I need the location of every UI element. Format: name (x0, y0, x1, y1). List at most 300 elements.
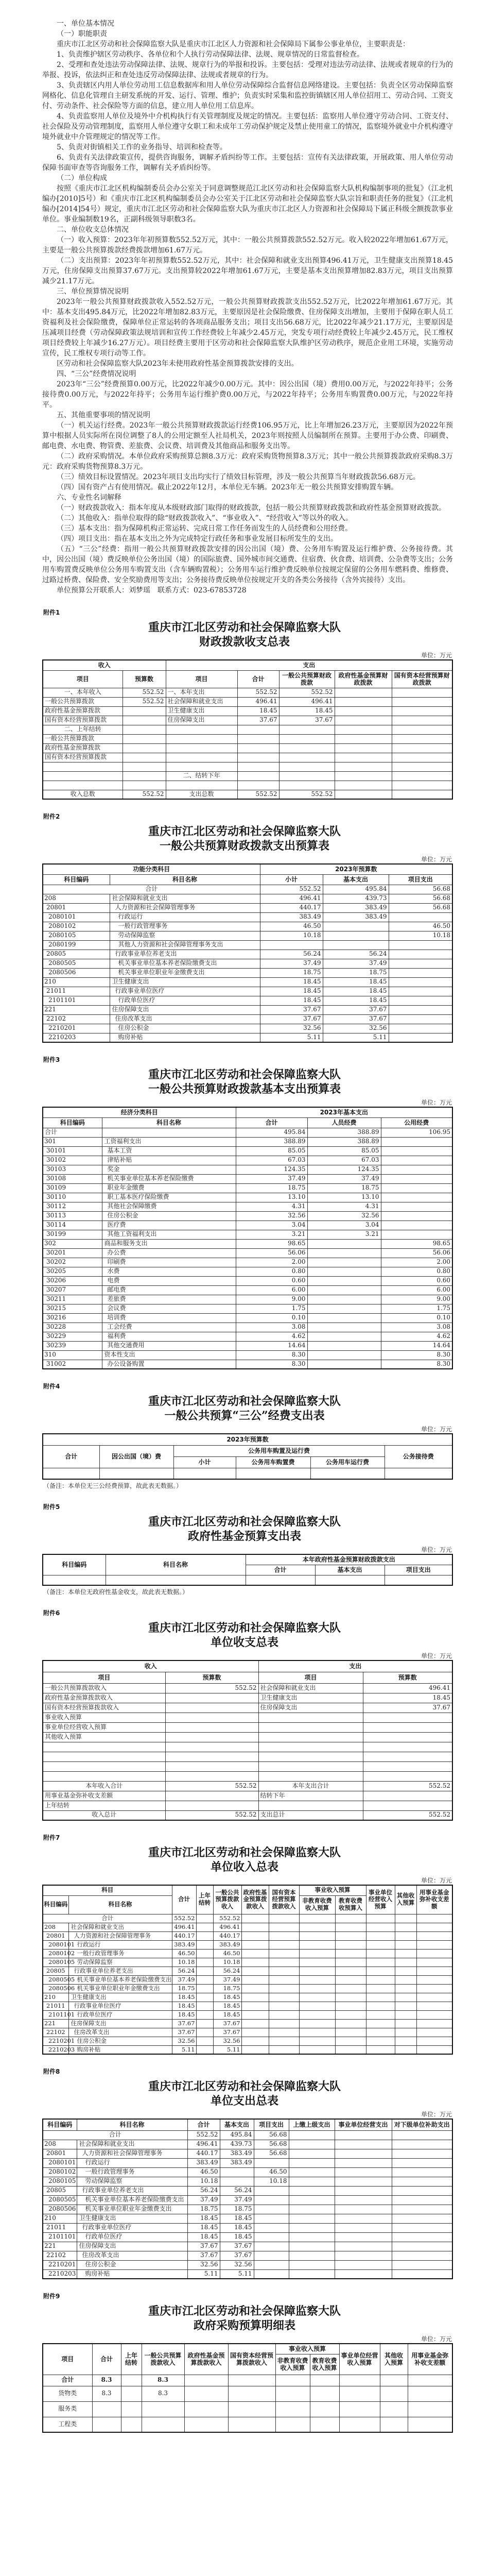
table-cell (416, 1923, 452, 1931)
table-cell (220, 2177, 254, 2186)
table-cell (416, 2019, 452, 2028)
table-row (43, 2140, 452, 2149)
header-cell: 上年结转 (121, 2344, 142, 2375)
table-cell: 电费 (102, 1276, 236, 1285)
table-cell (269, 2045, 299, 2054)
table-cell: 98.65 (381, 1239, 452, 1248)
table-cell: 30114 (43, 1221, 102, 1230)
table-cell: 5.11 (187, 2269, 220, 2279)
table-cell (279, 734, 335, 743)
table-cell (196, 2010, 213, 2019)
table-cell (289, 2149, 335, 2158)
table-row (43, 1202, 452, 1211)
table-cell (241, 1975, 269, 1984)
table-cell (335, 2186, 392, 2195)
table-cell: 4.31 (236, 1202, 307, 1211)
table-cell: 552.52 (213, 1914, 241, 1923)
table-cell (241, 2002, 269, 2010)
unit-label: 单位：万元 (421, 1877, 452, 1884)
table-cell (279, 753, 335, 762)
table-cell (395, 1940, 416, 1949)
table-cell: 210 (43, 2214, 77, 2223)
table-cell (335, 2251, 392, 2260)
table-cell: 552.52 (279, 790, 335, 799)
table-cell (408, 2417, 452, 2432)
table-cell: 收入总数 (43, 790, 123, 799)
table-cell: 10.18 (260, 931, 323, 940)
table-cell: 支出总计 (258, 1810, 363, 1820)
table-cell (123, 734, 166, 743)
table-cell: 二、上年结转 (43, 725, 123, 734)
table-cell (269, 1993, 299, 2002)
table-cell: 2101101 (43, 2232, 77, 2242)
table-cell (123, 771, 166, 781)
table-cell (339, 2417, 380, 2432)
table-note: （备注：本单位无三公经费预算，故此表无数据。） (43, 1482, 183, 1489)
table-title (0, 2079, 489, 2108)
table-cell: 56.24 (172, 1967, 196, 1975)
table-cell: 56.24 (213, 1967, 241, 1975)
table-cell: 2210203 (43, 2269, 77, 2279)
table-row (43, 1722, 452, 1732)
table-cell: 37.49 (260, 959, 323, 968)
table-cell (381, 1230, 452, 1239)
table-cell: 37.49 (236, 1174, 307, 1183)
table-cell (241, 2037, 269, 2045)
table-cell: 10.18 (172, 1958, 196, 1967)
table-cell: 0.60 (381, 1276, 452, 1285)
table-cell (416, 2045, 452, 2054)
table-cell (366, 2037, 395, 2045)
table-cell (237, 734, 279, 743)
table-cell (335, 2019, 366, 2028)
paragraph: 单位预算公开联系人：刘梦瑶 联系方式：023-67853728 (57, 586, 247, 595)
table-cell: 37.67 (323, 1005, 389, 1014)
fiscal-income-expenditure-table (42, 659, 453, 800)
table-cell (395, 1975, 416, 1984)
table-cell: 30113 (43, 1211, 102, 1221)
table-cell: 行政事业单位医疗 (68, 2002, 172, 2010)
header-cell: 科目 (43, 1885, 172, 1895)
table-cell: 37.67 (187, 2251, 220, 2260)
table-cell (196, 2019, 213, 2028)
table-cell: 9.00 (381, 1295, 452, 1304)
table-cell: 37.67 (363, 1703, 452, 1713)
table-cell (258, 1771, 363, 1781)
general-budget-expenditure-table (42, 863, 453, 1043)
table-cell: 552.52 (172, 1914, 196, 1923)
table-cell: 5.11 (213, 2045, 241, 2054)
table-cell (395, 1958, 416, 1967)
table-cell (392, 725, 452, 734)
table-cell (392, 2242, 452, 2251)
table-cell (380, 2386, 408, 2401)
attachment-section (0, 1834, 489, 2055)
table-cell (416, 1975, 452, 1984)
table-cell (121, 2417, 142, 2432)
header-income: 收入 (43, 1660, 258, 1672)
table-cell (392, 716, 452, 725)
table-cell (389, 987, 452, 996)
header-cell: 本年政府性基金预算财政拨款支出 (246, 1554, 452, 1565)
table-cell: 二、结转下年 (166, 771, 237, 781)
header-cell: 项目 (258, 1672, 363, 1683)
table-row (43, 1033, 452, 1042)
table-cell (123, 781, 166, 790)
header-cell: 预算数 (363, 1672, 452, 1683)
table-cell: 30201 (43, 1248, 102, 1258)
table-cell (166, 753, 237, 762)
table-cell (196, 1993, 213, 2002)
table-cell: 其他社会保障缴费 (102, 1202, 236, 1211)
table-row (43, 2214, 452, 2223)
table-cell (254, 2195, 289, 2205)
paragraph: （一）收入预算：2023年年初预算数552.52万元，其中：一般公共预算拨款552.52万元。收入较2022年增加61.67万元，主要是一般公共预算拨款经费拨款增加61.67万元。 (42, 236, 453, 255)
table-cell: 18.45 (237, 706, 279, 716)
table-row (43, 2177, 452, 2186)
table-cell: 0.80 (381, 1267, 452, 1276)
table-cell: 办公设备购置 (102, 1360, 236, 1369)
table-cell (339, 2401, 380, 2417)
table-cell (310, 2417, 339, 2432)
table-cell (289, 2195, 335, 2205)
table-cell: 劳动保障监察 (77, 2177, 187, 2186)
table-cell: 98.65 (236, 1239, 307, 1248)
paragraph: （四）国有资产占有使用情况。截止2022年12月，本单位无车辆。2023年无一般公共预算安排购置车辆。 (57, 483, 398, 492)
table-cell (275, 2417, 310, 2432)
table-cell (43, 1575, 106, 1585)
table-title (0, 620, 489, 649)
table-cell (335, 734, 392, 743)
table-cell (335, 1958, 366, 1967)
org-name: 重庆市江北区劳动和社会保障监察大队 (148, 1621, 341, 1635)
table-cell: 18.45 (187, 2223, 220, 2232)
table-cell: 301 (43, 1137, 102, 1146)
table-name: 一般公共预算“三公”经费支出表 (164, 1409, 325, 1422)
table-row (43, 996, 452, 1005)
table-cell: 22102 (43, 1014, 110, 1024)
table-cell: 18.75 (187, 2205, 220, 2214)
table-cell: 0.10 (236, 1313, 307, 1323)
table-cell: 住房公积金 (110, 1024, 260, 1033)
table-cell: 30108 (43, 1174, 102, 1183)
table-cell: 383.49 (220, 2149, 254, 2158)
table-title (0, 1515, 489, 1544)
table-cell (335, 762, 392, 771)
table-cell: 495.84 (323, 885, 389, 894)
table-cell: 18.75 (236, 1183, 307, 1193)
table-cell (366, 1949, 395, 1958)
table-cell: 2101101 (43, 2010, 68, 2019)
table-cell (254, 2223, 289, 2232)
table-cell: 购房补贴 (77, 2269, 187, 2279)
attachment-section (0, 609, 489, 800)
table-cell (389, 959, 452, 968)
table-cell (307, 1323, 381, 1332)
table-cell: 37.67 (172, 2028, 196, 2037)
unit-label: 单位：万元 (421, 652, 452, 659)
table-cell (241, 1958, 269, 1967)
table-cell: 106.95 (381, 1128, 452, 1137)
table-cell (299, 2028, 335, 2037)
table-cell (165, 1752, 258, 1761)
table-cell (99, 1468, 173, 1479)
table-cell: 2080105 (43, 1958, 68, 1967)
table-cell: 2080506 (43, 2205, 77, 2214)
table-row (43, 2158, 452, 2167)
attachment-label: 附件4 (43, 1383, 60, 1390)
table-cell: 机关事业单位职业年金缴费支出 (68, 1984, 172, 1993)
table-title (0, 824, 489, 853)
header-cell: 合计 (43, 1445, 99, 1468)
table-row (43, 2186, 452, 2195)
table-cell: 住房公积金 (77, 2260, 187, 2269)
table-cell: 30215 (43, 1304, 102, 1313)
table-cell: 383.49 (220, 2158, 254, 2167)
table-row (43, 790, 452, 799)
table-cell (416, 1967, 452, 1975)
header-cell: 公用经费 (381, 1117, 452, 1128)
table-cell (363, 1722, 452, 1732)
table-cell (43, 771, 123, 781)
table-cell: 政府性基金预算拨款收入 (43, 1693, 165, 1703)
table-cell: 6.00 (381, 1285, 452, 1295)
table-cell (196, 1984, 213, 1993)
table-row (43, 1014, 452, 1024)
table-cell (241, 1984, 269, 1993)
table-cell (254, 2232, 289, 2242)
table-cell: 2080102 (43, 2167, 77, 2177)
table-cell (335, 2140, 392, 2149)
table-cell (142, 2417, 184, 2432)
table-cell (392, 2205, 452, 2214)
table-name: 一般公共预算财政拨款支出预算表 (159, 839, 329, 853)
table-cell: 政府性基金预算拨款 (43, 743, 123, 753)
header-cell: 对下级单位补助支出 (392, 2119, 452, 2130)
attachment-label: 附件2 (43, 813, 60, 820)
table-cell: 上年结转 (43, 1801, 165, 1810)
table-cell: 3.21 (307, 1230, 381, 1239)
table-cell: 福利费 (102, 1332, 236, 1341)
table-cell (258, 1732, 363, 1742)
header-cell: 事业收入预算 (275, 2344, 339, 2354)
table-row (43, 2232, 452, 2242)
table-cell: 552.52 (363, 1810, 452, 1820)
table-cell (363, 1742, 452, 1752)
table-cell (335, 2037, 366, 2045)
table-cell (392, 771, 452, 781)
table-cell: 37.67 (279, 716, 335, 725)
table-cell (43, 1752, 165, 1761)
table-row (43, 1248, 452, 1258)
table-cell (335, 2010, 366, 2019)
header-cell: 合计 (237, 670, 279, 688)
header-cell: 功能分类科目 (43, 864, 260, 874)
table-name: 一般公共预算财政拨款基本支出预算表 (148, 1082, 341, 1096)
table-row (43, 1801, 452, 1810)
table-cell (269, 1914, 299, 1923)
header-cell: 预算数 (165, 1672, 258, 1683)
table-cell: 20801 (43, 903, 110, 912)
table-cell (269, 1984, 299, 1993)
table-row (43, 1732, 452, 1742)
table-cell (289, 2205, 335, 2214)
table-row (43, 706, 452, 716)
table-cell (123, 716, 166, 725)
table-row (43, 2028, 452, 2037)
table-cell (416, 2002, 452, 2010)
table-cell: 培训费 (102, 1313, 236, 1323)
table-cell (269, 1958, 299, 1967)
table-cell: 18.45 (279, 706, 335, 716)
table-cell (392, 2167, 452, 2177)
table-cell (310, 1468, 385, 1479)
table-cell (307, 1360, 381, 1369)
table-cell (310, 2375, 339, 2386)
table-cell: 18.45 (323, 987, 389, 996)
table-name: 政府采购预算明细表 (193, 2319, 295, 2332)
table-row (43, 2130, 452, 2140)
table-cell: 住房公积金 (102, 1211, 236, 1221)
table-row (43, 2019, 452, 2028)
table-cell (381, 1146, 452, 1156)
table-cell: 496.41 (279, 697, 335, 706)
table-cell (289, 2269, 335, 2279)
table-row (43, 1975, 452, 1984)
table-cell: 32.56 (323, 1024, 389, 1033)
table-cell (389, 912, 452, 922)
table-cell: 劳动保障监察 (68, 1958, 172, 1967)
table-row (43, 922, 452, 931)
table-cell: 一般行政管理事务 (68, 1949, 172, 1958)
table-cell (299, 1967, 335, 1975)
table-cell: 440.17 (187, 2149, 220, 2158)
table-cell: 国有资本经营预算拨款收入 (43, 1703, 165, 1713)
table-cell (254, 2205, 289, 2214)
table-cell: 8.30 (236, 1350, 307, 1360)
table-cell: 31002 (43, 1360, 102, 1369)
table-cell (395, 2045, 416, 2054)
table-cell: 18.75 (172, 1984, 196, 1993)
table-cell (335, 2223, 392, 2232)
table-cell (395, 2010, 416, 2019)
table-row (43, 771, 452, 781)
header-cell: 2023年预算数 (260, 864, 452, 874)
table-row (43, 1350, 452, 1360)
table-row (43, 1931, 452, 1940)
table-cell: 住房保障支出 (258, 1703, 363, 1713)
table-cell (416, 2037, 452, 2045)
table-row (43, 987, 452, 996)
table-cell (241, 1967, 269, 1975)
table-cell (307, 1304, 381, 1313)
table-cell: 住房保障支出 (77, 2242, 187, 2251)
table-cell: 208 (43, 2140, 77, 2149)
table-cell (123, 743, 166, 753)
table-cell (395, 1931, 416, 1940)
table-cell (335, 771, 392, 781)
table-cell: 552.52 (123, 697, 166, 706)
table-cell (363, 1761, 452, 1771)
table-cell: 本年支出合计 (258, 1781, 363, 1791)
table-cell: 18.75 (307, 1183, 381, 1193)
table-cell (289, 2214, 335, 2223)
table-cell (335, 2130, 392, 2140)
table-cell: 8.3 (142, 2386, 184, 2401)
table-cell (289, 2186, 335, 2195)
table-cell (254, 2214, 289, 2223)
table-cell (416, 2028, 452, 2037)
org-name: 重庆市江北区劳动和社会保障监察大队 (148, 1515, 341, 1529)
paragraph: （三）绩效目标设置情况。2023年项目支出均实行了绩效目标管理，涉及一般公共预算当年财政拨款56.68万元。 (57, 473, 420, 481)
table-cell (366, 2028, 395, 2037)
table-cell: 440.17 (260, 903, 323, 912)
table-cell: 37.67 (213, 2019, 241, 2028)
table-cell (366, 2019, 395, 2028)
table-row (43, 2260, 452, 2269)
table-cell: 基本工资 (102, 1146, 236, 1156)
table-cell (335, 743, 392, 753)
table-cell (241, 1931, 269, 1940)
table-cell: 住房公积金 (68, 2037, 172, 2045)
table-cell: 社会保障和就业支出 (110, 894, 260, 903)
table-cell (381, 1183, 452, 1193)
table-cell: 18.45 (220, 2214, 254, 2223)
table-cell (269, 2002, 299, 2010)
table-cell: 30101 (43, 1146, 102, 1156)
table-cell: 18.45 (260, 987, 323, 996)
header-cell: 科目编码 (43, 874, 110, 885)
header-cell: 合计 (236, 1117, 307, 1128)
table-row (43, 781, 452, 790)
table-cell (228, 2401, 275, 2417)
table-cell (43, 781, 123, 790)
table-cell: 10.18 (254, 2177, 289, 2186)
table-cell: 2210201 (43, 2037, 68, 2045)
table-cell (43, 762, 123, 771)
table-cell (392, 2214, 452, 2223)
table-cell: 32.56 (236, 1211, 307, 1221)
table-cell (237, 753, 279, 762)
table-row (43, 734, 452, 743)
table-cell: 用事业基金弥补收支差额 (43, 1791, 165, 1801)
table-cell (196, 2037, 213, 2045)
header-cell: 公务用车购置及运行费 (173, 1445, 385, 1456)
header-cell: 科目名称 (102, 1117, 236, 1128)
table-cell: 服务类 (43, 2401, 92, 2417)
table-cell: 496.41 (213, 1923, 241, 1931)
table-row (43, 950, 452, 959)
header-cell: 一般公共预算拨款收入 (142, 2344, 184, 2375)
table-cell (196, 2045, 213, 2054)
table-cell (166, 743, 237, 753)
unit-label: 单位：万元 (421, 2335, 452, 2343)
table-cell (395, 2019, 416, 2028)
header-cell: 科目名称 (77, 2119, 187, 2130)
table-cell: 552.52 (237, 688, 279, 697)
table-cell: 结转下年 (258, 1791, 363, 1801)
table-cell: 388.89 (307, 1137, 381, 1146)
table-cell (269, 2028, 299, 2037)
table-cell (289, 2177, 335, 2186)
unit-label: 单位：万元 (421, 1099, 452, 1106)
table-cell: 67.03 (307, 1156, 381, 1165)
table-cell: 行政单位医疗 (68, 2010, 172, 2019)
table-row (43, 894, 452, 903)
table-cell (237, 743, 279, 753)
table-cell: 32.56 (213, 2037, 241, 2045)
table-cell: 496.41 (363, 1683, 452, 1693)
